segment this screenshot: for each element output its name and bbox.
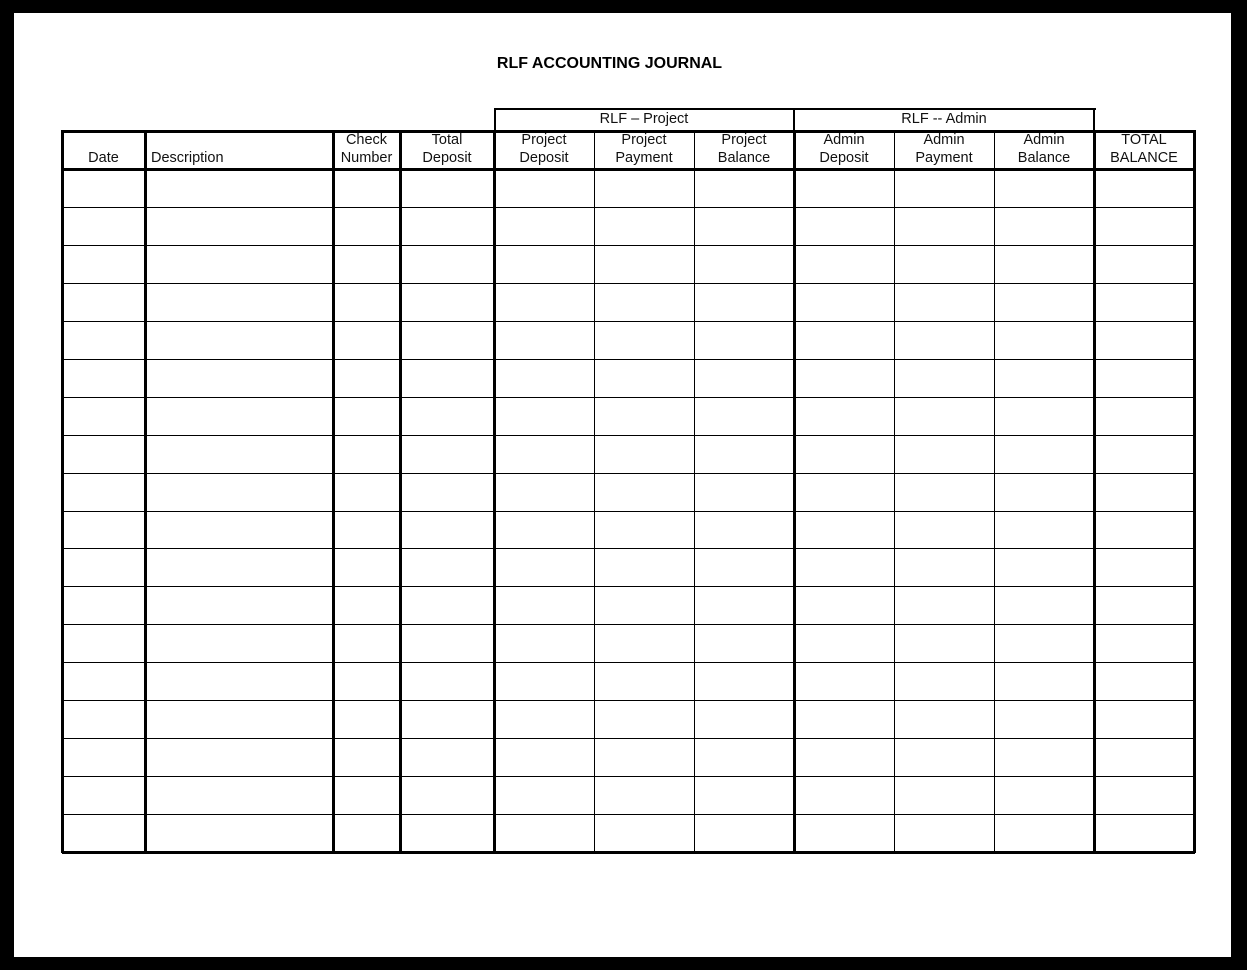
journal-cell-total-balance[interactable] [1096,702,1192,736]
journal-cell-date[interactable] [64,816,143,850]
journal-cell-total-deposit[interactable] [402,664,492,698]
journal-cell-project-deposit[interactable] [496,550,592,584]
journal-cell-project-payment[interactable] [596,437,692,471]
journal-cell-date[interactable] [64,361,143,395]
journal-cell-date[interactable] [64,778,143,812]
journal-cell-date[interactable] [64,247,143,281]
journal-cell-check-number[interactable] [335,399,398,433]
journal-cell-admin-deposit[interactable] [796,399,892,433]
journal-cell-date[interactable] [64,626,143,660]
journal-cell-total-deposit[interactable] [402,437,492,471]
journal-cell-total-balance[interactable] [1096,285,1192,319]
journal-cell-check-number[interactable] [335,664,398,698]
journal-cell-admin-payment[interactable] [896,740,992,774]
journal-cell-total-balance[interactable] [1096,664,1192,698]
journal-cell-total-balance[interactable] [1096,550,1192,584]
journal-cell-date[interactable] [64,588,143,622]
column-header-project-payment-line1: Project [621,132,667,148]
journal-cell-admin-deposit[interactable] [796,702,892,736]
journal-cell-admin-payment[interactable] [896,247,992,281]
journal-cell-admin-payment[interactable] [896,702,992,736]
journal-cell-admin-balance[interactable] [996,588,1092,622]
row-divider [62,662,1195,663]
journal-cell-check-number[interactable] [335,550,398,584]
column-header-date: Date [88,150,119,166]
row-divider [62,548,1195,549]
journal-cell-project-payment[interactable] [596,247,692,281]
journal-cell-project-payment[interactable] [596,588,692,622]
journal-cell-admin-balance[interactable] [996,550,1092,584]
journal-cell-total-balance[interactable] [1096,740,1192,774]
group-header-project: RLF – Project [599,111,689,127]
journal-cell-admin-payment[interactable] [896,626,992,660]
journal-cell-project-payment[interactable] [596,778,692,812]
journal-cell-check-number[interactable] [335,209,398,243]
row-divider [62,207,1195,208]
journal-cell-project-balance[interactable] [696,171,792,205]
row-divider [62,700,1195,701]
journal-cell-description[interactable] [147,816,331,850]
journal-cell-description[interactable] [147,361,331,395]
journal-cell-project-balance[interactable] [696,740,792,774]
journal-cell-admin-deposit[interactable] [796,323,892,357]
journal-cell-project-balance[interactable] [696,475,792,509]
journal-cell-admin-deposit[interactable] [796,361,892,395]
journal-cell-project-payment[interactable] [596,702,692,736]
journal-cell-total-deposit[interactable] [402,513,492,547]
journal-cell-project-deposit[interactable] [496,171,592,205]
journal-cell-project-balance[interactable] [696,285,792,319]
journal-cell-total-deposit[interactable] [402,323,492,357]
row-divider [62,586,1195,587]
journal-cell-description[interactable] [147,399,331,433]
journal-cell-project-balance[interactable] [696,399,792,433]
journal-cell-check-number[interactable] [335,513,398,547]
column-divider [594,130,595,853]
journal-cell-admin-payment[interactable] [896,588,992,622]
journal-cell-project-payment[interactable] [596,664,692,698]
journal-cell-total-balance[interactable] [1096,778,1192,812]
journal-cell-total-deposit[interactable] [402,399,492,433]
journal-cell-project-payment[interactable] [596,323,692,357]
journal-cell-project-deposit[interactable] [496,816,592,850]
journal-cell-total-balance[interactable] [1096,437,1192,471]
journal-cell-admin-balance[interactable] [996,664,1092,698]
row-divider [62,776,1195,777]
journal-cell-admin-deposit[interactable] [796,588,892,622]
journal-cell-project-deposit[interactable] [496,285,592,319]
journal-cell-project-balance[interactable] [696,513,792,547]
journal-cell-project-balance[interactable] [696,702,792,736]
journal-cell-description[interactable] [147,475,331,509]
journal-cell-project-deposit[interactable] [496,247,592,281]
journal-cell-admin-payment[interactable] [896,664,992,698]
journal-cell-admin-balance[interactable] [996,740,1092,774]
group-header-admin: RLF -- Admin [901,111,987,127]
column-header-project-payment-line2: Payment [615,150,673,166]
journal-cell-project-balance[interactable] [696,816,792,850]
table-bottom-border [62,851,1195,854]
journal-cell-project-balance[interactable] [696,626,792,660]
journal-cell-total-balance[interactable] [1096,209,1192,243]
journal-cell-total-balance[interactable] [1096,588,1192,622]
journal-cell-project-balance[interactable] [696,550,792,584]
journal-cell-total-deposit[interactable] [402,588,492,622]
journal-cell-check-number[interactable] [335,778,398,812]
column-divider [994,130,995,853]
journal-cell-admin-payment[interactable] [896,513,992,547]
row-divider [62,624,1195,625]
journal-cell-project-deposit[interactable] [496,361,592,395]
journal-cell-admin-balance[interactable] [996,475,1092,509]
journal-cell-admin-balance[interactable] [996,171,1092,205]
journal-cell-description[interactable] [147,513,331,547]
journal-cell-project-balance[interactable] [696,247,792,281]
column-header-description: Description [151,150,224,166]
journal-cell-project-balance[interactable] [696,323,792,357]
journal-cell-total-balance[interactable] [1096,816,1192,850]
journal-cell-total-deposit[interactable] [402,475,492,509]
journal-cell-check-number[interactable] [335,247,398,281]
journal-cell-admin-payment[interactable] [896,285,992,319]
journal-cell-admin-deposit[interactable] [796,664,892,698]
journal-cell-project-deposit[interactable] [496,399,592,433]
journal-cell-admin-balance[interactable] [996,702,1092,736]
column-header-project-balance-line1: Project [721,132,767,148]
journal-cell-description[interactable] [147,778,331,812]
column-header-total-balance-line1: TOTAL [1121,132,1167,148]
journal-cell-description[interactable] [147,626,331,660]
group-header-top-border [494,108,1096,110]
row-divider [62,738,1195,739]
journal-cell-project-payment[interactable] [596,171,692,205]
journal-cell-project-payment[interactable] [596,626,692,660]
journal-cell-admin-balance[interactable] [996,247,1092,281]
journal-cell-check-number[interactable] [335,171,398,205]
journal-cell-check-number[interactable] [335,816,398,850]
journal-cell-total-deposit[interactable] [402,702,492,736]
journal-cell-admin-payment[interactable] [896,475,992,509]
journal-cell-admin-balance[interactable] [996,626,1092,660]
journal-cell-description[interactable] [147,285,331,319]
journal-cell-project-payment[interactable] [596,740,692,774]
column-header-project-deposit-line1: Project [521,132,567,148]
journal-cell-date[interactable] [64,664,143,698]
journal-cell-admin-deposit[interactable] [796,285,892,319]
journal-cell-date[interactable] [64,513,143,547]
journal-cell-admin-balance[interactable] [996,778,1092,812]
journal-cell-admin-deposit[interactable] [796,247,892,281]
journal-cell-description[interactable] [147,702,331,736]
journal-cell-project-deposit[interactable] [496,664,592,698]
column-divider [694,130,695,853]
journal-cell-admin-deposit[interactable] [796,740,892,774]
journal-cell-description[interactable] [147,740,331,774]
journal-cell-date[interactable] [64,740,143,774]
journal-cell-project-payment[interactable] [596,475,692,509]
journal-cell-description[interactable] [147,588,331,622]
journal-cell-admin-balance[interactable] [996,513,1092,547]
journal-cell-date[interactable] [64,437,143,471]
journal-cell-admin-payment[interactable] [896,816,992,850]
journal-cell-admin-balance[interactable] [996,399,1092,433]
journal-cell-description[interactable] [147,323,331,357]
journal-cell-check-number[interactable] [335,626,398,660]
journal-cell-total-balance[interactable] [1096,513,1192,547]
journal-cell-project-balance[interactable] [696,664,792,698]
journal-cell-project-deposit[interactable] [496,323,592,357]
journal-cell-admin-payment[interactable] [896,209,992,243]
journal-cell-total-deposit[interactable] [402,361,492,395]
column-header-total-deposit-line2: Deposit [422,150,472,166]
journal-cell-total-deposit[interactable] [402,740,492,774]
journal-cell-admin-balance[interactable] [996,816,1092,850]
journal-cell-total-balance[interactable] [1096,171,1192,205]
journal-cell-date[interactable] [64,171,143,205]
column-header-admin-deposit-line1: Admin [823,132,865,148]
journal-cell-project-payment[interactable] [596,399,692,433]
journal-cell-project-payment[interactable] [596,361,692,395]
journal-cell-date[interactable] [64,702,143,736]
journal-cell-admin-balance[interactable] [996,285,1092,319]
journal-cell-date[interactable] [64,285,143,319]
journal-cell-check-number[interactable] [335,702,398,736]
journal-cell-project-payment[interactable] [596,550,692,584]
journal-cell-total-balance[interactable] [1096,323,1192,357]
journal-cell-admin-payment[interactable] [896,437,992,471]
journal-cell-project-payment[interactable] [596,209,692,243]
journal-cell-admin-payment[interactable] [896,399,992,433]
journal-cell-total-balance[interactable] [1096,361,1192,395]
journal-cell-total-deposit[interactable] [402,778,492,812]
row-divider [62,814,1195,815]
journal-cell-total-balance[interactable] [1096,247,1192,281]
column-header-project-deposit-line2: Deposit [519,150,569,166]
journal-cell-check-number[interactable] [335,361,398,395]
journal-cell-admin-balance[interactable] [996,361,1092,395]
journal-cell-project-deposit[interactable] [496,778,592,812]
journal-cell-admin-deposit[interactable] [796,626,892,660]
journal-cell-date[interactable] [64,323,143,357]
journal-cell-check-number[interactable] [335,285,398,319]
journal-cell-date[interactable] [64,475,143,509]
journal-cell-total-balance[interactable] [1096,399,1192,433]
journal-cell-admin-payment[interactable] [896,323,992,357]
journal-cell-admin-deposit[interactable] [796,550,892,584]
column-header-total-balance-line2: BALANCE [1110,150,1178,166]
journal-cell-project-balance[interactable] [696,437,792,471]
journal-cell-project-deposit[interactable] [496,588,592,622]
journal-cell-total-deposit[interactable] [402,209,492,243]
column-header-check-number-line2: Number [340,150,393,166]
journal-cell-admin-deposit[interactable] [796,171,892,205]
journal-cell-project-balance[interactable] [696,588,792,622]
journal-cell-admin-payment[interactable] [896,171,992,205]
journal-cell-total-deposit[interactable] [402,816,492,850]
journal-cell-project-balance[interactable] [696,209,792,243]
journal-cell-admin-deposit[interactable] [796,437,892,471]
column-header-check-number-line1: Check [345,132,388,148]
column-header-project-balance-line2: Balance [717,150,771,166]
journal-cell-admin-deposit[interactable] [796,475,892,509]
journal-cell-total-deposit[interactable] [402,171,492,205]
journal-cell-check-number[interactable] [335,475,398,509]
journal-cell-total-deposit[interactable] [402,285,492,319]
column-header-admin-balance-line2: Balance [1017,150,1071,166]
journal-cell-project-deposit[interactable] [496,475,592,509]
journal-cell-admin-deposit[interactable] [796,816,892,850]
journal-cell-check-number[interactable] [335,740,398,774]
journal-cell-project-deposit[interactable] [496,740,592,774]
journal-cell-admin-payment[interactable] [896,550,992,584]
journal-cell-date[interactable] [64,399,143,433]
journal-cell-check-number[interactable] [335,437,398,471]
journal-cell-admin-payment[interactable] [896,778,992,812]
journal-cell-project-deposit[interactable] [496,626,592,660]
journal-cell-description[interactable] [147,171,331,205]
journal-cell-project-balance[interactable] [696,778,792,812]
journal-cell-project-deposit[interactable] [496,437,592,471]
page-title: RLF ACCOUNTING JOURNAL [496,55,723,72]
journal-cell-date[interactable] [64,209,143,243]
journal-cell-project-payment[interactable] [596,816,692,850]
journal-cell-check-number[interactable] [335,588,398,622]
journal-cell-project-payment[interactable] [596,285,692,319]
journal-cell-project-balance[interactable] [696,361,792,395]
journal-cell-total-deposit[interactable] [402,626,492,660]
column-divider [894,130,895,853]
journal-cell-project-deposit[interactable] [496,209,592,243]
journal-cell-admin-balance[interactable] [996,209,1092,243]
row-divider [62,245,1195,246]
journal-cell-admin-payment[interactable] [896,361,992,395]
journal-cell-description[interactable] [147,209,331,243]
journal-cell-admin-deposit[interactable] [796,778,892,812]
column-header-admin-payment-line1: Admin [923,132,965,148]
journal-cell-description[interactable] [147,550,331,584]
journal-cell-date[interactable] [64,550,143,584]
journal-cell-admin-balance[interactable] [996,323,1092,357]
journal-cell-total-deposit[interactable] [402,247,492,281]
column-header-admin-deposit-line2: Deposit [819,150,869,166]
journal-cell-admin-deposit[interactable] [796,209,892,243]
journal-cell-project-payment[interactable] [596,513,692,547]
journal-cell-description[interactable] [147,437,331,471]
journal-cell-project-deposit[interactable] [496,513,592,547]
journal-cell-total-deposit[interactable] [402,550,492,584]
journal-cell-description[interactable] [147,664,331,698]
column-header-admin-balance-line1: Admin [1023,132,1065,148]
journal-cell-total-balance[interactable] [1096,475,1192,509]
journal-cell-admin-balance[interactable] [996,437,1092,471]
column-header-admin-payment-line2: Payment [915,150,973,166]
journal-cell-project-deposit[interactable] [496,702,592,736]
journal-cell-description[interactable] [147,247,331,281]
journal-cell-check-number[interactable] [335,323,398,357]
journal-cell-total-balance[interactable] [1096,626,1192,660]
column-divider [1193,130,1196,853]
journal-cell-admin-deposit[interactable] [796,513,892,547]
column-header-total-deposit-line1: Total [431,132,463,148]
